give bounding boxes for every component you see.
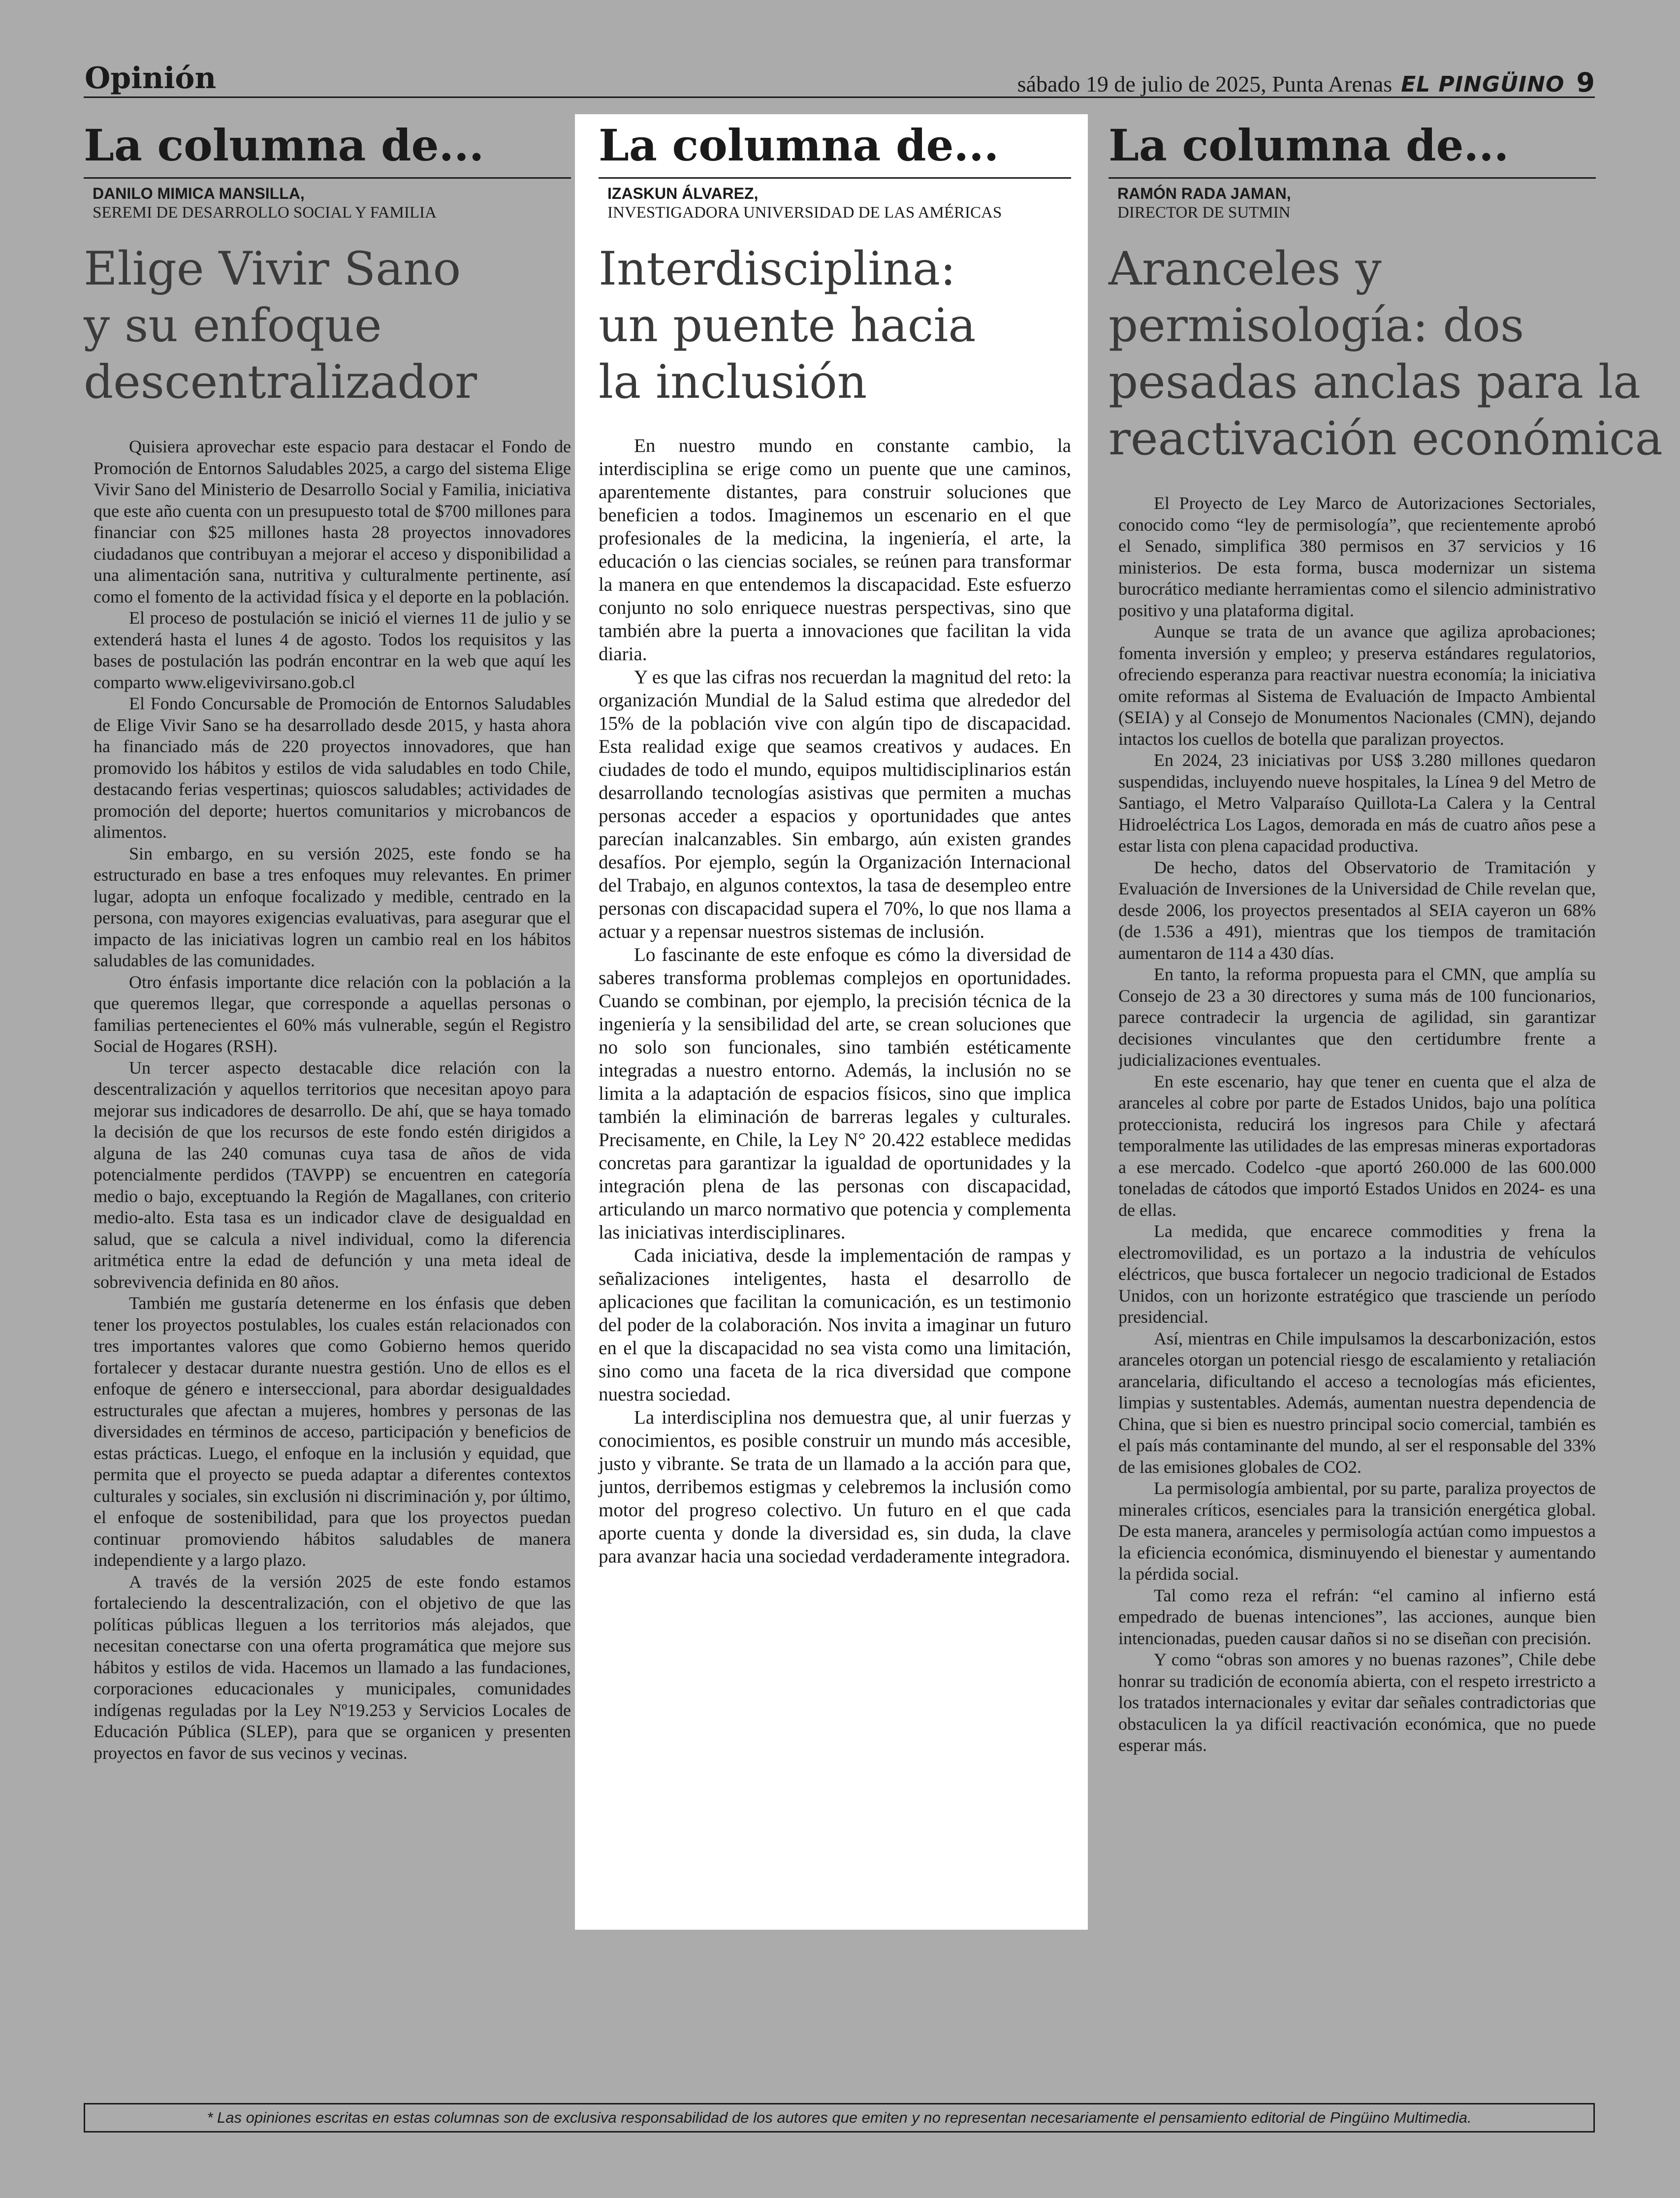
paragraph: El Fondo Concursable de Promoción de Entornos Saludables de Elige Vivir Sano se ha desarrollado desde 2015, y hasta ahora ha financiado más de 220 proyectos innovadores, que han promovido los hábitos y estilos de vida saludables en todo Chile, destacando ferias vespertinas; quioscos saludables; actividades de promoción del deporte; huertos comunitarios y microbancos de alimentos.: [94, 694, 571, 842]
paragraph: Un tercer aspecto destacable dice relación con la descentralización y aquellos territorios que necesitan apoyo para mejorar sus indicadores de desarrollo. De ahí, que se haya tomado la decisión de que los recursos de este fondo estén dirigidos a alguna de las 240 comunas cuya tasa de años de vida potencialmente perdidos (TAVPP) se encuentren en categoría medio o bajo, exceptuando la Región de Magallanes, con criterio medio-alto. Esta tasa es un indicador clave de desigualdad en salud, que se calcula a nivel individual, como la diferencia aritmética entre la edad de defunción y una meta ideal de sobrevivencia definida en 80 años.: [94, 1057, 571, 1292]
paragraph: Y es que las cifras nos recuerdan la magnitud del reto: la organización Mundial de la Salud estima que alrededor del 15% de la población vive con algún tipo de discapacidad. Esta realidad exige que seamos creativos y audaces. En ciudades de todo el mundo, equipos multidisciplinarios están desarrollando tecnologías asistivas que permiten a muchas personas acceder a espacios y oportunidades que antes parecían inalcanzables. Sin embargo, aún existen grandes desafíos. Por ejemplo, según la Organización Internacional del Trabajo, en algunos contextos, la tasa de desempleo entre personas con discapacidad supera el 70%, lo que nos llama a actuar y a repensar nuestros sistemas de inclusión.: [599, 667, 1071, 942]
paragraph: La interdisciplina nos demuestra que, al unir fuerzas y conocimientos, es posible construir un mundo más accesible, justo y vibrante. Se trata de un llamado a la acción para que, juntos, derribemos estigmas y celebremos la inclusión como motor del progreso colectivo. Un futuro en el que cada aporte cuenta y donde la diversidad es, sin duda, la clave para avanzar hacia una sociedad verdaderamente integradora.: [599, 1407, 1071, 1567]
headline-line: Interdisciplina:: [599, 242, 956, 296]
issue-date: sábado 19 de julio de 2025, Punta Arenas: [1017, 71, 1393, 96]
author-name: RAMÓN RADA JAMAN,: [1117, 185, 1291, 202]
paragraph: Tal como reza el refrán: “el camino al infierno está empedrado de buenas intenciones”, las acciones, aunque bien intencionadas, pueden causar daños si no se diseñan con precisión.: [1118, 1585, 1596, 1648]
disclaimer-box: * Las opiniones escritas en estas columnas son de exclusiva responsabilidad de los autores que emiten y no representan necesariamente el pensamiento editorial de Pingüino Multimedia.: [84, 2103, 1595, 2133]
paragraph: Cada iniciativa, desde la implementación de rampas y señalizaciones inteligentes, hasta el desarrollo de aplicaciones que facilitan la comunicación, es un testimonio del poder de la colaboración. Nos invita a imaginar un futuro en el que la discapacidad no sea vista como una limitación, sino como una faceta de la rica diversidad que compone nuestra sociedad.: [599, 1245, 1071, 1405]
author-role: SEREMI DE DESARROLLO SOCIAL Y FAMILIA: [93, 204, 437, 222]
newspaper-logo: EL PINGÜINO: [1401, 72, 1565, 97]
dateline: [1017, 67, 1595, 98]
paragraph: En nuestro mundo en constante cambio, la interdisciplina se erige como un puente que une caminos, aparentemente distantes, para construir soluciones que beneficien a todos. Imaginemos un escenario en el que profesionales de la medicina, la ingeniería, el arte, la educación o las ciencias sociales, se reúnen para transformar la manera en que entendemos la discapacidad. Este esfuerzo conjunto no solo enriquece nuestras perspectivas, sino que también abre la puerta a innovaciones que facilitan la vida diaria.: [599, 435, 1071, 665]
paragraph: En este escenario, hay que tener en cuenta que el alza de aranceles al cobre por parte de Estados Unidos, bajo una política proteccionista, reducirá los ingresos para Chile y afectará temporalmente las utilidades de las empresas mineras exportadoras a ese mercado. Codelco -que aportó 260.000 de las 600.000 toneladas de cátodos que importó Estados Unidos en 2024- es una de ellas.: [1118, 1071, 1596, 1220]
section-title: Opinión: [85, 61, 217, 96]
paragraph: De hecho, datos del Observatorio de Tramitación y Evaluación de Inversiones de la Universidad de Chile revelan que, desde 2006, los proyectos presentados al SEIA cayeron un 68% (de 1.536 a 491), mientras que los tiempos de tramitación aumentaron de 114 a 430 días.: [1118, 857, 1596, 963]
column-kicker: La columna de...: [84, 114, 571, 179]
article-body: [1109, 493, 1596, 1756]
column-kicker: La columna de...: [599, 114, 1071, 179]
author-role: INVESTIGADORA UNIVERSIDAD DE LAS AMÉRICAS: [607, 204, 1002, 222]
paragraph: En tanto, la reforma propuesta para el CMN, que amplía su Consejo de 23 a 30 directores y suma más de 100 funcionarios, parece contradecir la urgencia de agilidad, sin garantizar decisiones vinculantes que den certidumbre frente a judicializaciones eventuales.: [1118, 964, 1596, 1070]
paragraph: En 2024, 23 iniciativas por US$ 3.280 millones quedaron suspendidas, incluyendo nueve hospitales, la Línea 9 del Metro de Santiago, el Metro Valparaíso Quillota-La Calera y la Central Hidroeléctrica Los Lagos, demorada en más de cuatro años pese a estar lista con plena capacidad productiva.: [1118, 750, 1596, 856]
paragraph: Sin embargo, en su versión 2025, este fondo se ha estructurado en base a tres enfoques muy relevantes. En primer lugar, adopta un enfoque focalizado y medible, centrado en la persona, con mayores exigencias evaluativas, para asegurar que el impacto de las iniciativas logren un cambio real en los hábitos saludables de las comunidades.: [94, 843, 571, 970]
headline-line: reactivación económica: [1109, 412, 1663, 466]
paragraph: El Proyecto de Ley Marco de Autorizaciones Sectoriales, conocido como “ley de permisología”, que recientemente aprobó el Senado, simplifica 380 permisos en 37 servicios y 16 ministerios. De esta forma, busca modernizar un sistema burocrático mediante herramientas como el silencio administrativo positivo y una plataforma digital.: [1118, 493, 1596, 620]
headline-line: y su enfoque: [84, 299, 382, 352]
paragraph: El proceso de postulación se inició el viernes 11 de julio y se extenderá hasta el lunes 4 de agosto. Todos los requisitos y las bases de postulación las podrán encontrar en la web que aquí les comparto www.eligevivirsano.gob.cl: [94, 608, 571, 692]
author-name: DANILO MIMICA MANSILLA,: [93, 185, 305, 202]
paragraph: La medida, que encarece commodities y frena la electromovilidad, es un portazo a la industria de vehículos eléctricos, que busca fortalecer un negocio tradicional de Estados Unidos, con un horizonte estratégico que trasciende un período presidencial.: [1118, 1221, 1596, 1327]
paragraph: Aunque se trata de un avance que agiliza aprobaciones; fomenta inversión y empleo; y preserva estándares regulatorios, ofreciendo esperanza para reactivar nuestra economía; la iniciativa omite reformas al Sistema de Evaluación de Impacto Ambiental (SEIA) y al Consejo de Monumentos Nacionales (CMN), dejando intactos los cuellos de botella que paralizan proyectos.: [1118, 622, 1596, 749]
paragraph: A través de la versión 2025 de este fondo estamos fortaleciendo la descentralización, con el objetivo de que las políticas públicas lleguen a los territorios más alejados, que necesitan conectarse con una oferta programática que mejore sus hábitos y estilos de vida. Hacemos un llamado a las fundaciones, corporaciones educacionales y municipales, comunidades indígenas reguladas por la Ley Nº19.253 y Servicios Locales de Educación Pública (SLEP), para que se organicen y presenten proyectos en favor de sus vecinos y vecinas.: [94, 1571, 571, 1763]
column-middle: [575, 114, 1088, 1930]
article-headline: [84, 241, 571, 411]
headline-line: descentralizador: [84, 355, 477, 409]
article-headline: [1109, 241, 1663, 467]
column-right: [1109, 114, 1663, 1756]
paragraph: También me gustaría detenerme en los énfasis que deben tener los proyectos postulables, los cuales están relacionados con tres importantes valores que como Gobierno hemos querido fortalecer y destacar durante nuestra gestión. Uno de ellos es el enfoque de género e interseccional, para abordar desigualdades estructurales que afectan a mujeres, hombres y personas de las diversidades en términos de acceso, participación y beneficios de estas prácticas. Luego, el enfoque en la inclusión y equidad, que permita que el proyecto se pueda adaptar a diferentes contextos culturales y sociales, sin exclusión ni discriminación y, por último, el enfoque de sostenibilidad, para que los proyectos puedan continuar promoviendo hábitos saludables de manera independiente y a largo plazo.: [94, 1293, 571, 1570]
article-headline: [599, 241, 1071, 411]
headline-line: pesadas anclas para la: [1109, 355, 1641, 409]
headline-line: la inclusión: [599, 355, 867, 409]
page-masthead: [84, 58, 1595, 98]
headline-line: Aranceles y: [1109, 242, 1382, 296]
page-number: 9: [1576, 67, 1595, 98]
paragraph: La permisología ambiental, por su parte, paraliza proyectos de minerales críticos, esenciales para la transición energética global. De esta manera, aranceles y permisología actúan como impuestos a la eficiencia económica, disminuyendo el bienestar y aumentando la pérdida social.: [1118, 1478, 1596, 1584]
column-left: [84, 114, 571, 1764]
paragraph: Así, mientras en Chile impulsamos la descarbonización, estos aranceles otorgan un potencial riesgo de escalamiento y retaliación arancelaria, dificultando el acceso a tecnologías más eficientes, limpias y sustentables. Además, aumentan nuestra dependencia de China, que si bien es nuestro principal socio comercial, también es el país más contaminante del mundo, al ser el responsable del 33% de las emisiones globales de CO2.: [1118, 1328, 1596, 1477]
author-name: IZASKUN ÁLVAREZ,: [607, 185, 759, 202]
paragraph: Quisiera aprovechar este espacio para destacar el Fondo de Promoción de Entornos Saludables 2025, a cargo del sistema Elige Vivir Sano del Ministerio de Desarrollo Social y Familia, iniciativa que este año cuenta con un presupuesto total de $700 millones para financiar con $25 millones hasta 28 proyectos innovadores ciudadanos que contribuyan a mejorar el acceso y disponibilidad a una alimentación sana, nutritiva y culturalmente pertinente, así como el fomento de la actividad física y el deporte en la población.: [94, 437, 571, 606]
headline-line: permisología: dos: [1109, 299, 1524, 352]
headline-line: un puente hacia: [599, 299, 976, 352]
column-kicker: La columna de...: [1109, 114, 1596, 179]
paragraph: Y como “obras son amores y no buenas razones”, Chile debe honrar su tradición de economía abierta, con el respeto irrestricto a los tratados internacionales y evitar dar señales contradictorias que obstaculicen la ya difícil reactivación económica, que no puede esperar más.: [1118, 1650, 1596, 1755]
headline-line: Elige Vivir Sano: [84, 242, 461, 296]
article-body: [599, 434, 1071, 1568]
article-body: [84, 436, 571, 1764]
paragraph: Lo fascinante de este enfoque es cómo la diversidad de saberes transforma problemas complejos en oportunidades. Cuando se combinan, por ejemplo, la precisión técnica de la ingeniería y la sensibilidad del arte, se crean soluciones que no solo son funcionales, sino también estéticamente integradas a nuestro entorno. Además, la inclusión no se limita a la adaptación de espacios físicos, sino que implica también la eliminación de barreras legales y culturales. Precisamente, en Chile, la Ley N° 20.422 establece medidas concretas para garantizar la igualdad de oportunidades y la integración plena de las personas con discapacidad, articulando un marco normativo que potencia y complementa las iniciativas interdisciplinares.: [599, 944, 1071, 1243]
paragraph: Otro énfasis importante dice relación con la población a la que queremos llegar, que corresponde a aquellas personas o familias pertenecientes el 60% más vulnerable, según el Registro Social de Hogares (RSH).: [94, 972, 571, 1056]
author-role: DIRECTOR DE SUTMIN: [1117, 204, 1291, 222]
